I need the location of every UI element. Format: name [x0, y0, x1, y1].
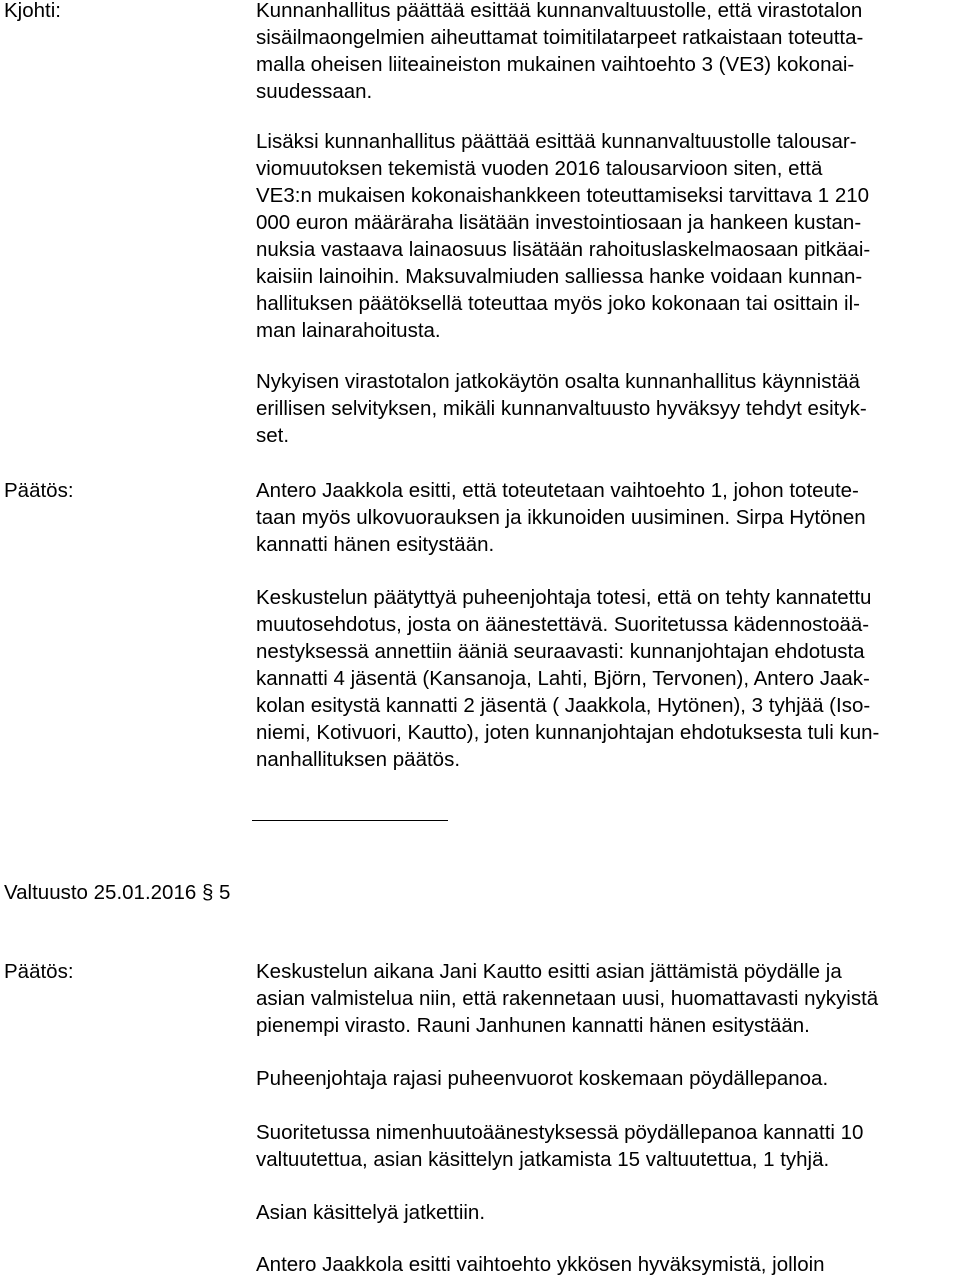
kjohti-label: Kjohti: — [4, 0, 61, 22]
text-line: Antero Jaakkola esitti, että toteutetaan vaihtoehto 1, johon toteute- — [256, 479, 859, 502]
text-line: nuksia vastaava lainaosuus lisätään rahoituslaskelmaosaan pitkäai- — [256, 238, 871, 261]
text-line: valtuutettua, asian käsittelyn jatkamista 15 valtuutettua, 1 tyhjä. — [256, 1148, 830, 1171]
paatos2-paragraph-4 — [256, 1199, 946, 1226]
text-line: Kunnanhallitus päättää esittää kunnanvaltuustolle, että virastotalon — [256, 0, 863, 22]
paatos-label: Päätös: — [4, 479, 74, 502]
text-line: Asian käsittelyä jatkettiin. — [256, 1201, 486, 1224]
text-line: man lainarahoitusta. — [256, 319, 441, 342]
paatos1-paragraph-2 — [256, 584, 946, 773]
text-line: suudessaan. — [256, 80, 373, 103]
text-line: asian valmistelua niin, että rakennetaan uusi, huomattavasti nykyistä — [256, 987, 879, 1010]
paatos2-paragraph-5 — [256, 1251, 946, 1278]
text-line: malla oheisen liiteaineiston mukainen vaihtoehto 3 (VE3) kokonai- — [256, 53, 855, 76]
text-line: kolan esitystä kannatti 2 jäsentä ( Jaakkola, Hytönen), 3 tyhjää (Iso- — [256, 694, 871, 717]
text-line: nestyksessä annettiin ääniä seuraavasti: kunnanjohtajan ehdotusta — [256, 640, 865, 663]
text-line: 000 euron määräraha lisätään investointiosaan ja hankeen kustan- — [256, 211, 862, 234]
text-line: nanhallituksen päätös. — [256, 748, 461, 771]
paatos1-paragraph-1 — [256, 477, 946, 558]
paatos-label: Päätös: — [4, 960, 74, 983]
text-line: Antero Jaakkola esitti vaihtoehto ykkösen hyväksymistä, jolloin — [256, 1253, 825, 1276]
text-line: Suoritetussa nimenhuutoäänestyksessä pöydällepanoa kannatti 10 — [256, 1121, 864, 1144]
text-line: Keskustelun aikana Jani Kautto esitti asian jättämistä pöydälle ja — [256, 960, 842, 983]
paatos2-paragraph-2 — [256, 1065, 946, 1092]
text-line: hallituksen päätöksellä toteuttaa myös joko kokonaan tai osittain il- — [256, 292, 860, 315]
text-line: niemi, Kotivuori, Kautto), joten kunnanjohtajan ehdotuksesta tuli kun- — [256, 721, 880, 744]
text-line: muutosehdotus, josta on äänestettävä. Suoritetussa kädennostoää- — [256, 613, 870, 636]
text-line: erillisen selvityksen, mikäli kunnanvaltuusto hyväksyy tehdyt esityk- — [256, 397, 867, 420]
text-line: viomuutoksen tekemistä vuoden 2016 talousarvioon siten, että — [256, 157, 823, 180]
kjohti-paragraph-2 — [256, 128, 946, 344]
text-line: Nykyisen virastotalon jatkokäytön osalta kunnanhallitus käynnistää — [256, 370, 860, 393]
paatos2-paragraph-1 — [256, 958, 946, 1039]
text-line: Keskustelun päätyttyä puheenjohtaja totesi, että on tehty kannatettu — [256, 586, 872, 609]
kjohti-paragraph-3 — [256, 368, 946, 449]
text-line: taan myös ulkovuorauksen ja ikkunoiden uusiminen. Sirpa Hytönen — [256, 506, 866, 529]
text-line: kannatti hänen esitystään. — [256, 533, 495, 556]
text-line: kaisiin lainoihin. Maksuvalmiuden salliessa hanke voidaan kunnan- — [256, 265, 863, 288]
text-line: pienempi virasto. Rauni Janhunen kannatti hänen esitystään. — [256, 1014, 810, 1037]
text-line: set. — [256, 424, 290, 447]
text-line: Lisäksi kunnanhallitus päättää esittää kunnanvaltuustolle talousar- — [256, 130, 857, 153]
text-line: VE3:n mukaisen kokonaishankkeen toteuttamiseksi tarvittava 1 210 — [256, 184, 870, 207]
paatos2-paragraph-3 — [256, 1119, 946, 1173]
text-line: kannatti 4 jäsentä (Kansanoja, Lahti, Björn, Tervonen), Antero Jaak- — [256, 667, 870, 690]
section-heading: Valtuusto 25.01.2016 § 5 — [4, 881, 231, 904]
text-line: Puheenjohtaja rajasi puheenvuorot koskemaan pöydällepanoa. — [256, 1067, 829, 1090]
text-line: sisäilmaongelmien aiheuttamat toimitilatarpeet ratkaistaan toteutta- — [256, 26, 864, 49]
section-divider — [252, 820, 448, 821]
kjohti-paragraph-1 — [256, 0, 946, 105]
